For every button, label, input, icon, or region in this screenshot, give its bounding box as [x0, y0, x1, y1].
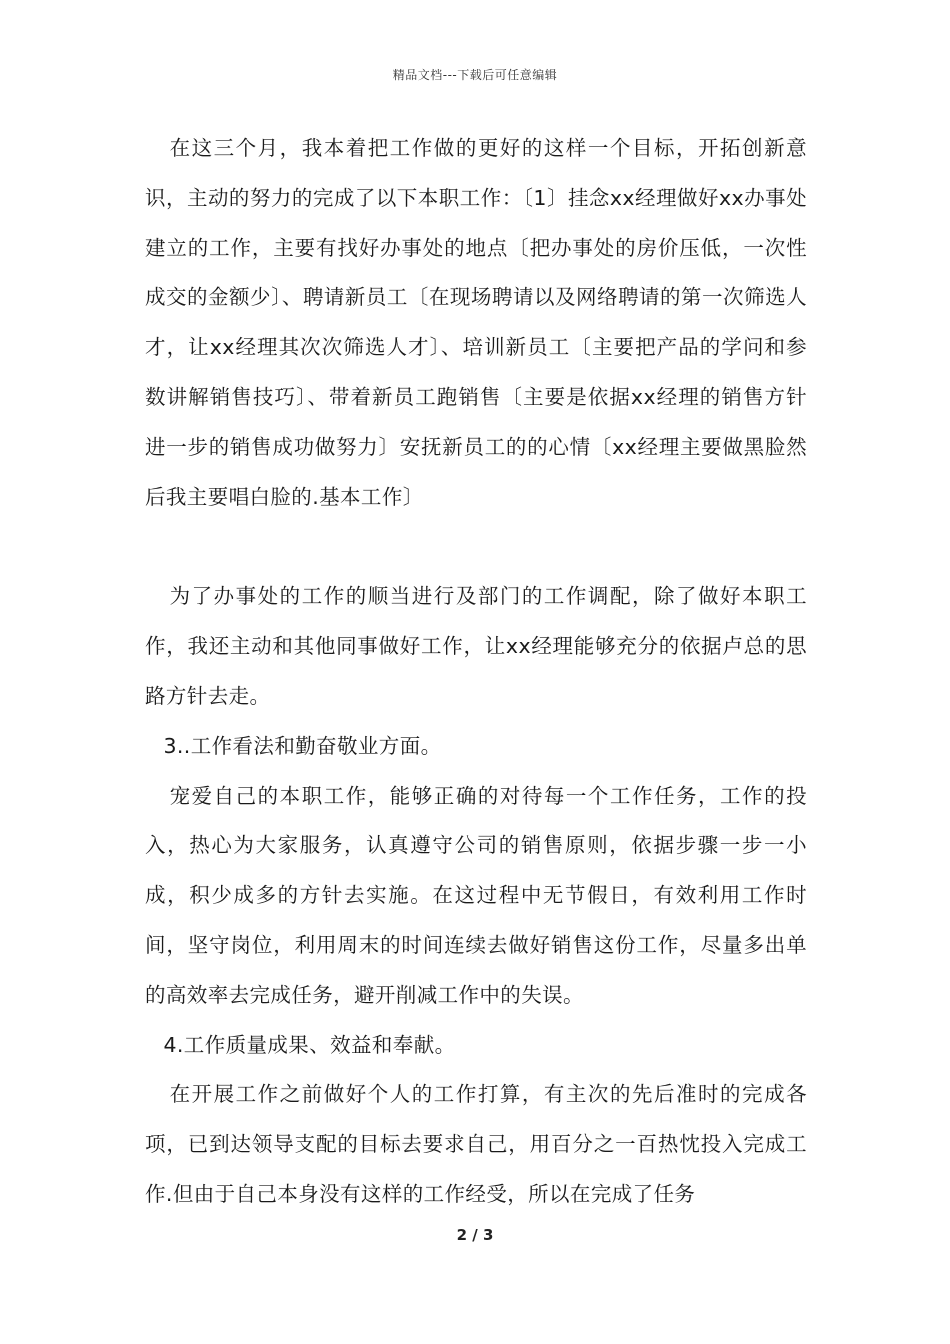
paragraph-spacer [145, 522, 807, 572]
paragraph-coordination: 为了办事处的工作的顺当进行及部门的工作调配，除了做好本职工作，我还主动和其他同事做好工作，让xx经理能够充分的依据卢总的思路方针去走。 [145, 584, 807, 708]
page-number: 2 / 3 [456, 1226, 494, 1244]
document-body [145, 124, 807, 1220]
section-heading-quality: 4.工作质量成果、效益和奉献。 [163, 1032, 456, 1057]
page-header: 精品文档---下载后可任意编辑 [392, 68, 558, 82]
section-heading-attitude: 3..工作看法和勤奋敬业方面。 [163, 733, 442, 758]
paragraph-attitude: 宠爱自己的本职工作，能够正确的对待每一个工作任务，工作的投入，热心为大家服务，认真遵守公司的销售原则，依据步骤一步一小成，积少成多的方针去实施。在这过程中无节假日，有效利用工作时间，坚守岗位，利用周末的时间连续去做好销售这份工作，尽量多出单的高效率去完成任务，避开削减工作中的失误。 [145, 783, 807, 1007]
paragraph-responsibilities: 在这三个月，我本着把工作做的更好的这样一个目标，开拓创新意识，主动的努力的完成了以下本职工作：〔1〕挂念xx经理做好xx办事处建立的工作，主要有找好办事处的地点〔把办事处的房价压低，一次性成交的金额少〕、聘请新员工〔在现场聘请以及网络聘请的第一次筛选人才，让xx经理其次次筛选人才〕、培训新员工〔主要把产品的学问和参数讲解销售技巧〕、带着新员工跑销售〔主要是依据xx经理的销售方针进一步的销售成功做努力〕安抚新员工的的心情〔xx经理主要做黑脸然后我主要唱白脸的.基本工作〕 [145, 136, 807, 509]
paragraph-quality: 在开展工作之前做好个人的工作打算，有主次的先后准时的完成各项，已到达领导支配的目标去要求自己，用百分之一百热忱投入完成工作.但由于自己本身没有这样的工作经受，所以在完成了任务 [145, 1082, 807, 1206]
